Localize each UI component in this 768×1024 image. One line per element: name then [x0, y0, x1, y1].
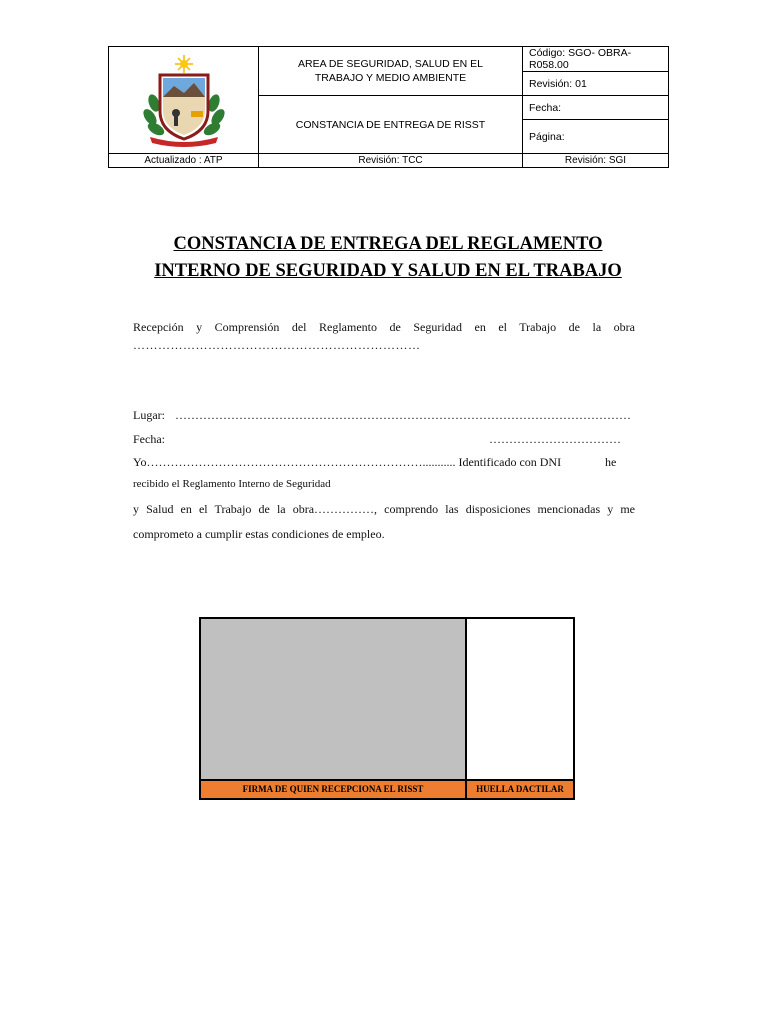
codigo-cell — [523, 47, 669, 72]
fecha-dots: …………………………… — [489, 432, 621, 446]
comprometo-line: comprometo a cumplir estas condiciones de empleo. — [133, 527, 385, 541]
doc-title-cell — [259, 96, 523, 154]
fecha-label: Fecha: — [133, 432, 165, 446]
revision-sgi-text: Revisión: SGI — [564, 155, 627, 166]
recibido-line: recibido el Reglamento Interno de Seguridad — [133, 478, 331, 490]
revision-tcc-cell — [259, 154, 523, 168]
signature-box — [199, 617, 575, 800]
codigo-text: Código: SGO- OBRA-R058.00 — [529, 47, 632, 71]
fecha-cell — [523, 96, 669, 120]
revision-text: Revisión: 01 — [529, 77, 587, 90]
doc-title: CONSTANCIA DE ENTREGA DE RISST — [295, 118, 486, 131]
lugar-dots: …………………………………………………………………………………………………… — [175, 408, 631, 422]
area-title: AREA DE SEGURIDAD, SALUD EN EL TRABAJO Y MEDIO AMBIENTE — [298, 58, 483, 84]
fingerprint-area[interactable] — [467, 619, 573, 779]
signature-label: FIRMA DE QUIEN RECEPCIONA EL RISST — [201, 779, 467, 798]
revision-cell — [523, 72, 669, 96]
pagina-cell — [523, 120, 669, 154]
intro-line-2: …………………………………………………………… — [133, 338, 421, 352]
signature-area[interactable] — [201, 619, 467, 779]
intro-line-1: Recepción y Comprensión del Reglamento de Seguridad en el Trabajo de la obra — [133, 320, 635, 334]
title-line-2: INTERNO DE SEGURIDAD Y SALUD EN EL TRABAJO — [154, 261, 622, 281]
yo-text: Yo……………………………………………………………........... Identificado con DNI — [133, 455, 562, 469]
he-text: he — [605, 455, 617, 469]
logo-cell — [109, 47, 259, 154]
revision-sgi-cell — [523, 154, 669, 168]
title-line-1: CONSTANCIA DE ENTREGA DEL REGLAMENTO — [173, 234, 603, 254]
revision-tcc-text: Revisión: TCC — [358, 155, 423, 166]
document-header-table — [108, 46, 669, 168]
fingerprint-label: HUELLA DACTILAR — [467, 779, 573, 798]
salud-line: y Salud en el Trabajo de la obra……………, comprendo las disposiciones mencionadas y me — [133, 502, 635, 516]
actualizado-cell — [109, 154, 259, 168]
lugar-label: Lugar: — [133, 408, 165, 422]
area-title-cell — [259, 47, 523, 96]
pagina-text: Página: — [529, 130, 565, 143]
document-title — [108, 231, 668, 285]
coat-of-arms-logo — [136, 53, 232, 145]
actualizado-text: Actualizado : ATP — [144, 155, 223, 166]
fecha-text: Fecha: — [529, 101, 562, 114]
